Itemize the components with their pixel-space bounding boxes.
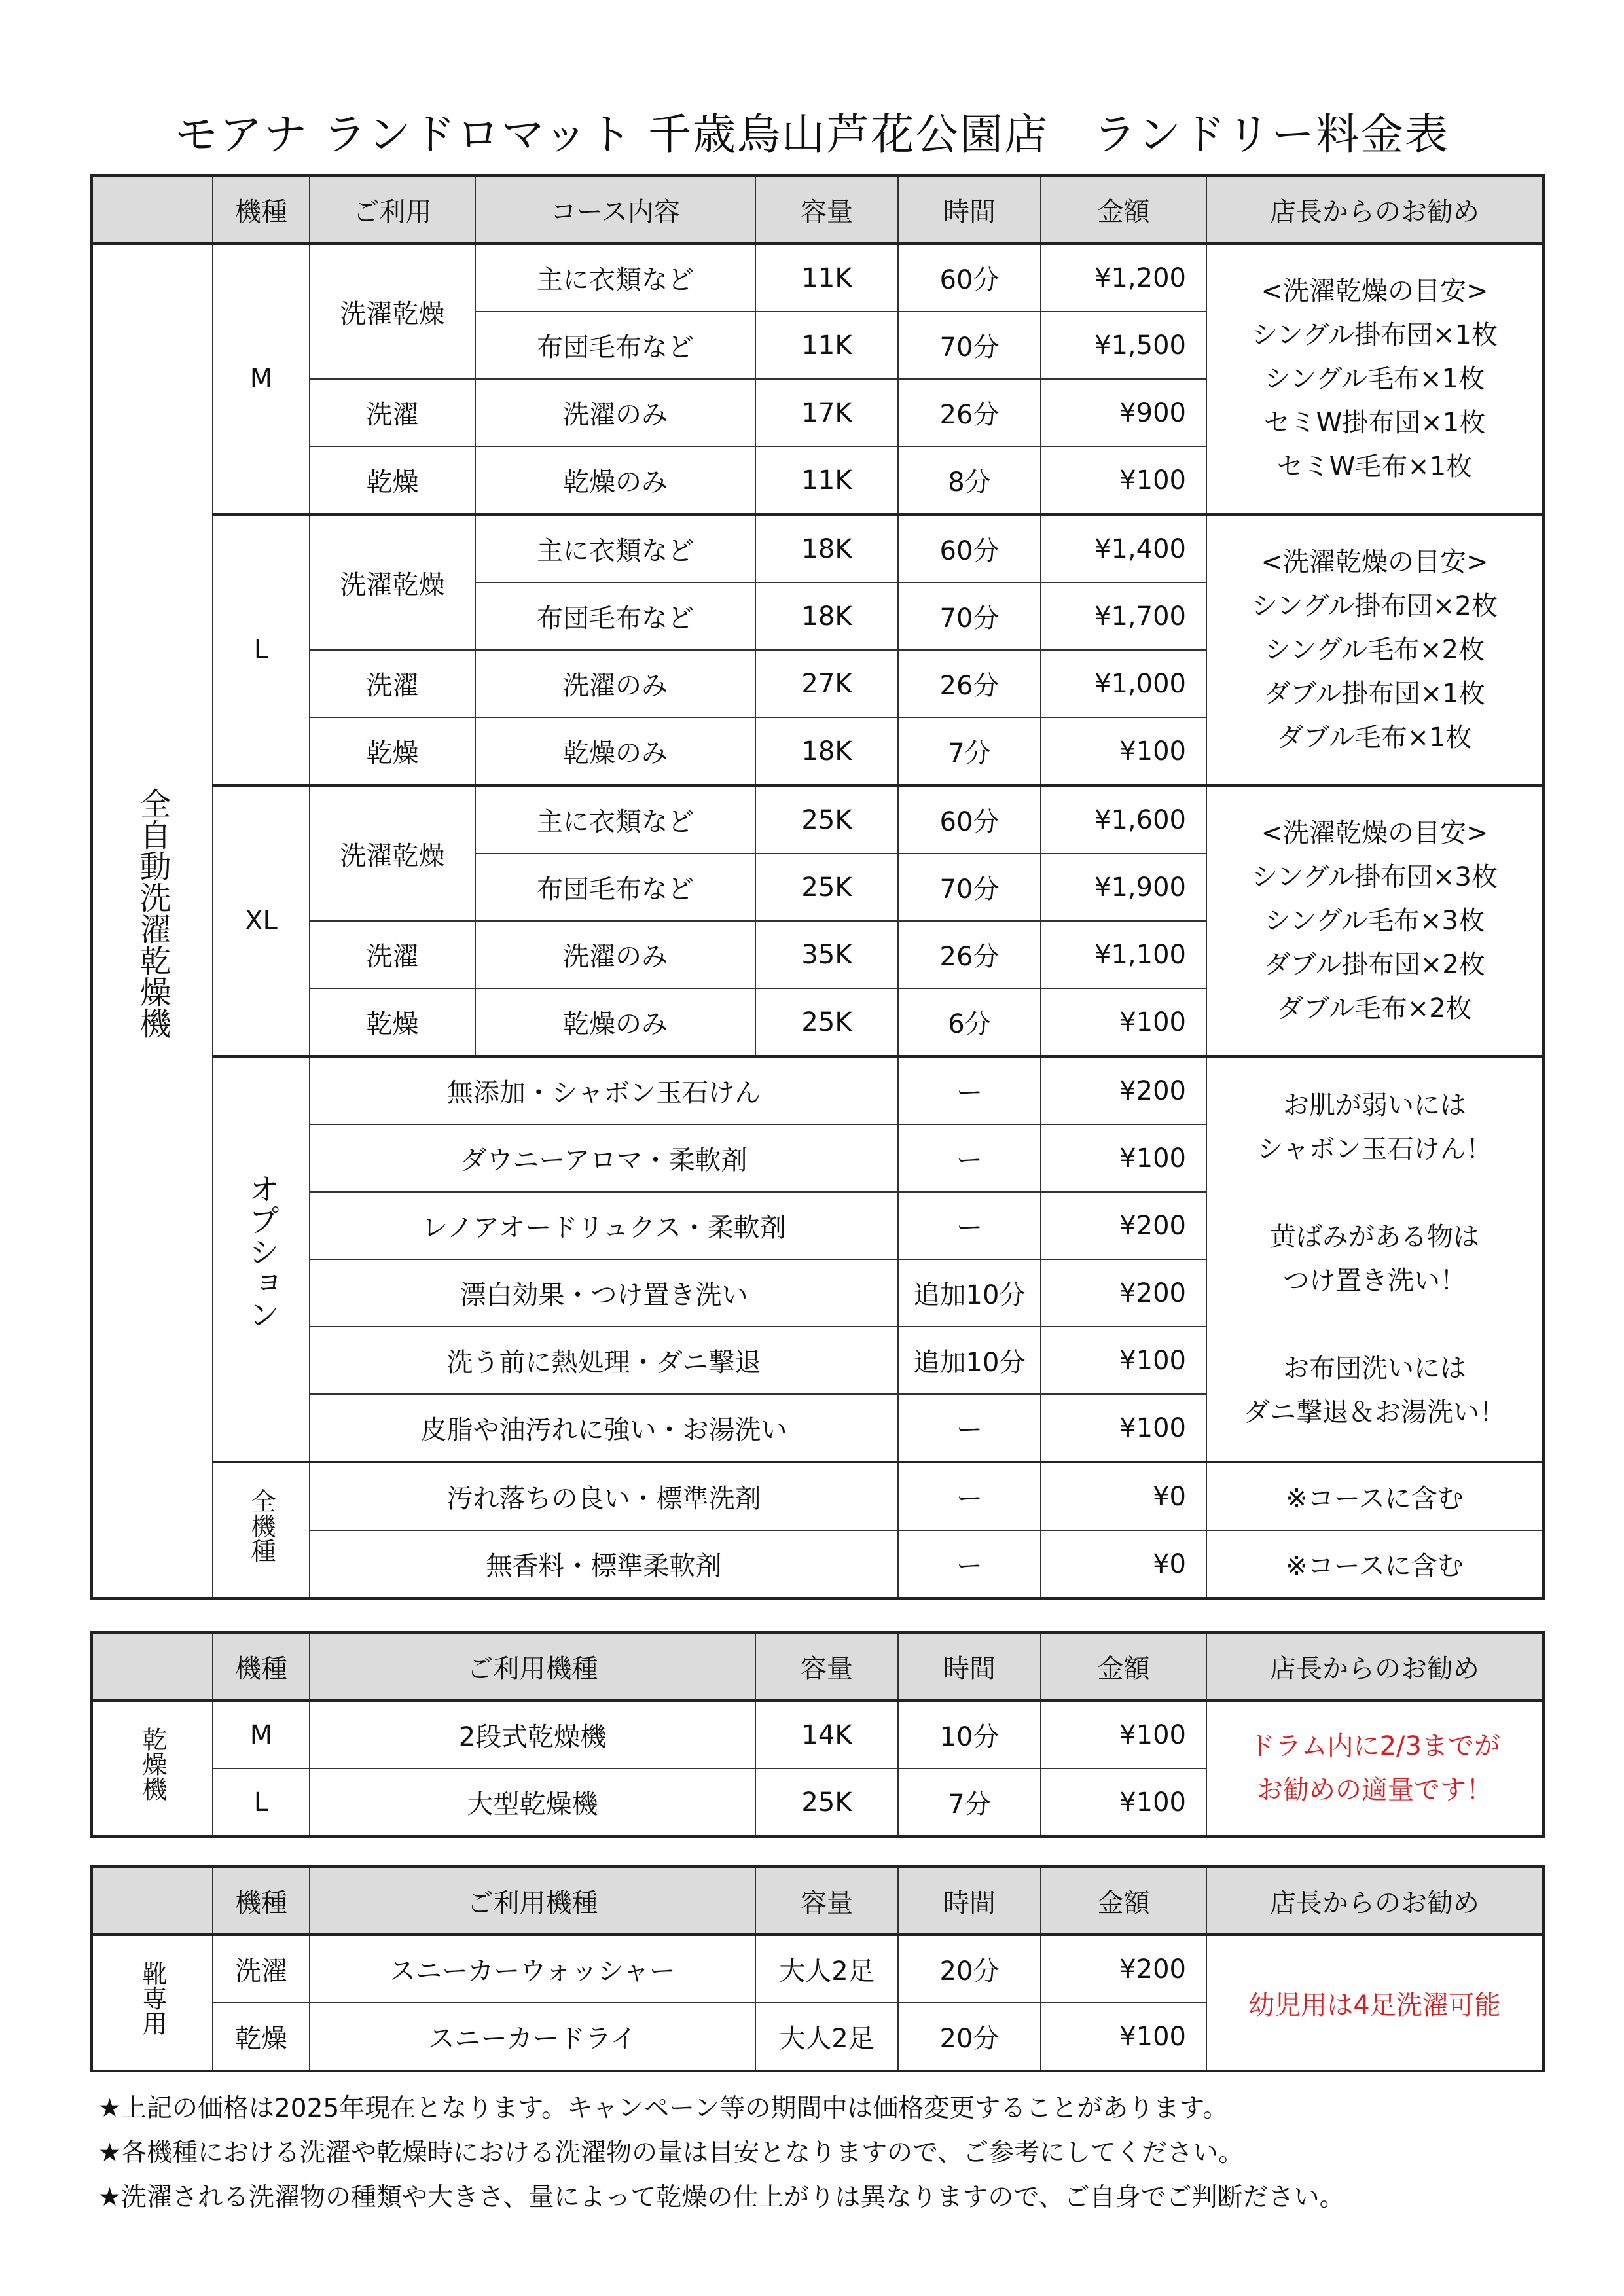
course-cell: 主に衣類など bbox=[475, 514, 755, 583]
course-cell: 布団毛布など bbox=[475, 583, 755, 650]
price-cell: ¥100 bbox=[1041, 1394, 1206, 1462]
recommend-line: ダブル毛布×2枚 bbox=[1277, 993, 1472, 1024]
recommend-line: 黄ばみがある物は bbox=[1270, 1222, 1479, 1252]
section-label bbox=[92, 1935, 213, 2071]
model-cell: L bbox=[213, 1768, 310, 1837]
course-cell: 洗濯のみ bbox=[475, 921, 755, 988]
time-cell: 70分 bbox=[898, 312, 1041, 379]
use-cell: 洗濯乾燥 bbox=[310, 514, 475, 650]
course-cell: 洗濯のみ bbox=[475, 650, 755, 717]
option-name-cell: レノアオードリュクス・柔軟剤 bbox=[310, 1192, 898, 1259]
time-cell: 10分 bbox=[898, 1700, 1041, 1768]
capacity-cell: 11K bbox=[755, 312, 898, 379]
capacity-cell: 25K bbox=[755, 853, 898, 921]
column-header: 金額 bbox=[1041, 175, 1206, 243]
table-row bbox=[92, 1530, 1543, 1598]
column-header: ご利用機種 bbox=[310, 1867, 755, 1935]
column-header: 時間 bbox=[898, 175, 1041, 243]
price-cell: ¥1,600 bbox=[1041, 785, 1206, 853]
time-cell: 26分 bbox=[898, 921, 1041, 988]
option-name-cell: ダウニーアロマ・柔軟剤 bbox=[310, 1124, 898, 1192]
dryer-price-table bbox=[90, 1631, 1545, 1838]
recommend-line: お肌が弱いには bbox=[1283, 1090, 1466, 1121]
capacity-cell: 14K bbox=[755, 1700, 898, 1768]
model-cell: XL bbox=[213, 785, 310, 1056]
column-header bbox=[92, 1867, 213, 1935]
option-name-cell: 無添加・シャボン玉石けん bbox=[310, 1056, 898, 1124]
model-cell: L bbox=[213, 514, 310, 785]
option-name-cell: 皮脂や油汚れに強い・お湯洗い bbox=[310, 1394, 898, 1462]
capacity-cell: 18K bbox=[755, 583, 898, 650]
capacity-cell: 18K bbox=[755, 514, 898, 583]
column-header: コース内容 bbox=[475, 175, 755, 243]
column-header bbox=[92, 175, 213, 243]
recommend-line: ドラム内に2/3までが bbox=[1249, 1731, 1500, 1761]
header-row bbox=[92, 175, 1543, 243]
column-header bbox=[92, 1632, 213, 1700]
option-name-cell: 洗う前に熱処理・ダニ撃退 bbox=[310, 1327, 898, 1394]
time-cell: 20分 bbox=[898, 2003, 1041, 2071]
recommend-cell bbox=[1206, 1700, 1543, 1837]
column-header: 店長からのお勧め bbox=[1206, 175, 1543, 243]
time-cell: 7分 bbox=[898, 1768, 1041, 1837]
time-cell: ー bbox=[898, 1462, 1041, 1530]
footnote: ★各機種における洗濯や乾燥時における洗濯物の量は目安となりますので、ご参考にしてください。 bbox=[98, 2138, 1244, 2168]
footnotes bbox=[98, 2087, 1345, 2220]
header-row bbox=[92, 1867, 1543, 1935]
recommend-line: シングル掛布団×2枚 bbox=[1252, 590, 1498, 621]
price-cell: ¥1,400 bbox=[1041, 514, 1206, 583]
recommend-line: シングル毛布×3枚 bbox=[1265, 905, 1485, 936]
recommend-line: シャボン玉石けん！ bbox=[1257, 1134, 1492, 1164]
time-cell: 70分 bbox=[898, 583, 1041, 650]
machine-cell: スニーカードライ bbox=[310, 2003, 755, 2071]
use-cell: 洗濯 bbox=[310, 921, 475, 988]
machine-cell: 大型乾燥機 bbox=[310, 1768, 755, 1837]
price-cell: ¥100 bbox=[1041, 717, 1206, 785]
recommend-cell: 幼児用は4足洗濯可能 bbox=[1206, 1935, 1543, 2071]
price-cell: ¥100 bbox=[1041, 446, 1206, 514]
recommend-line: シングル掛布団×1枚 bbox=[1252, 319, 1498, 350]
table-row bbox=[92, 514, 1543, 583]
recommend-line: ダブル掛布団×1枚 bbox=[1264, 678, 1485, 709]
column-header: 機種 bbox=[213, 1867, 310, 1935]
recommend-cell: ※コースに含む bbox=[1206, 1462, 1543, 1530]
column-header: 容量 bbox=[755, 1632, 898, 1700]
all-models-label bbox=[213, 1462, 310, 1598]
price-cell: ¥200 bbox=[1041, 1259, 1206, 1327]
use-cell: 洗濯 bbox=[310, 650, 475, 717]
time-cell: 20分 bbox=[898, 1935, 1041, 2003]
footnote: ★上記の価格は2025年現在となります。キャンペーン等の期間中は価格変更することがあります。 bbox=[98, 2094, 1229, 2123]
model-cell: M bbox=[213, 1700, 310, 1768]
price-cell: ¥1,500 bbox=[1041, 312, 1206, 379]
course-cell: 乾燥のみ bbox=[475, 988, 755, 1056]
price-cell: ¥0 bbox=[1041, 1462, 1206, 1530]
recommend-cell bbox=[1206, 785, 1543, 1056]
recommend-line bbox=[1207, 1303, 1542, 1347]
course-cell: 洗濯のみ bbox=[475, 379, 755, 446]
price-cell: ¥100 bbox=[1041, 2003, 1206, 2071]
recommend-line: ダブル掛布団×2枚 bbox=[1264, 949, 1485, 980]
use-cell: 洗濯乾燥 bbox=[310, 243, 475, 379]
machine-cell: 2段式乾燥機 bbox=[310, 1700, 755, 1768]
price-cell: ¥100 bbox=[1041, 1327, 1206, 1394]
recommend-line: お勧めの適量です！ bbox=[1257, 1775, 1492, 1805]
time-cell: 8分 bbox=[898, 446, 1041, 514]
option-name-cell: 無香料・標準柔軟剤 bbox=[310, 1530, 898, 1598]
model-cell: M bbox=[213, 243, 310, 514]
course-cell: 乾燥のみ bbox=[475, 446, 755, 514]
section-label bbox=[92, 1700, 213, 1837]
column-header: ご利用 bbox=[310, 175, 475, 243]
option-label bbox=[213, 1056, 310, 1462]
capacity-cell: 35K bbox=[755, 921, 898, 988]
course-cell: 乾燥のみ bbox=[475, 717, 755, 785]
capacity-cell: 大人2足 bbox=[755, 1935, 898, 2003]
time-cell: ー bbox=[898, 1394, 1041, 1462]
recommend-cell bbox=[1206, 243, 1543, 514]
column-header: 機種 bbox=[213, 175, 310, 243]
section-label-text: 全自動洗濯乾燥機 bbox=[134, 787, 171, 1039]
section-label bbox=[92, 243, 213, 1598]
table-row bbox=[92, 1056, 1543, 1124]
price-cell: ¥100 bbox=[1041, 1768, 1206, 1837]
recommend-line: ダニ撃退＆お湯洗い！ bbox=[1244, 1397, 1506, 1427]
course-cell: 主に衣類など bbox=[475, 785, 755, 853]
recommend-line: セミW毛布×1枚 bbox=[1276, 451, 1473, 482]
capacity-cell: 25K bbox=[755, 988, 898, 1056]
table-row bbox=[92, 1462, 1543, 1530]
price-cell: ¥1,700 bbox=[1041, 583, 1206, 650]
time-cell: ー bbox=[898, 1530, 1041, 1598]
time-cell: 7分 bbox=[898, 717, 1041, 785]
table-row bbox=[92, 1700, 1543, 1768]
time-cell: 追加10分 bbox=[898, 1327, 1041, 1394]
column-header: 機種 bbox=[213, 1632, 310, 1700]
price-cell: ¥200 bbox=[1041, 1056, 1206, 1124]
recommend-line: <洗濯乾燥の目安> bbox=[1261, 817, 1489, 848]
price-cell: ¥100 bbox=[1041, 1124, 1206, 1192]
recommend-line: <洗濯乾燥の目安> bbox=[1261, 547, 1489, 577]
price-cell: ¥1,100 bbox=[1041, 921, 1206, 988]
time-cell: 26分 bbox=[898, 379, 1041, 446]
price-cell: ¥100 bbox=[1041, 988, 1206, 1056]
option-name-cell: 汚れ落ちの良い・標準洗剤 bbox=[310, 1462, 898, 1530]
time-cell: 60分 bbox=[898, 243, 1041, 312]
use-cell: 乾燥 bbox=[310, 988, 475, 1056]
capacity-cell: 25K bbox=[755, 785, 898, 853]
time-cell: 追加10分 bbox=[898, 1259, 1041, 1327]
recommend-cell bbox=[1206, 1056, 1543, 1462]
time-cell: 70分 bbox=[898, 853, 1041, 921]
use-cell: 乾燥 bbox=[310, 717, 475, 785]
recommend-line: シングル掛布団×3枚 bbox=[1252, 861, 1498, 892]
page-title: モアナ ランドロマット 千歳烏山芦花公園店 ランドリー料金表 bbox=[174, 109, 1450, 160]
header-row bbox=[92, 1632, 1543, 1700]
recommend-line bbox=[1207, 1172, 1542, 1215]
column-header: 時間 bbox=[898, 1867, 1041, 1935]
section-label-text: 靴専用 bbox=[138, 1960, 167, 2036]
capacity-cell: 大人2足 bbox=[755, 2003, 898, 2071]
section-label-text: オプション bbox=[243, 1172, 280, 1330]
use-cell: 乾燥 bbox=[310, 446, 475, 514]
price-cell: ¥200 bbox=[1041, 1192, 1206, 1259]
model-cell: 洗濯 bbox=[213, 1935, 310, 2003]
column-header: 容量 bbox=[755, 1867, 898, 1935]
capacity-cell: 17K bbox=[755, 379, 898, 446]
price-cell: ¥1,900 bbox=[1041, 853, 1206, 921]
time-cell: 26分 bbox=[898, 650, 1041, 717]
recommend-cell bbox=[1206, 514, 1543, 785]
use-cell: 洗濯乾燥 bbox=[310, 785, 475, 921]
column-header: 金額 bbox=[1041, 1632, 1206, 1700]
table-row bbox=[92, 243, 1543, 312]
price-cell: ¥0 bbox=[1041, 1530, 1206, 1598]
capacity-cell: 11K bbox=[755, 446, 898, 514]
recommend-cell: ※コースに含む bbox=[1206, 1530, 1543, 1598]
model-cell: 乾燥 bbox=[213, 2003, 310, 2071]
recommend-line: ダブル毛布×1枚 bbox=[1277, 722, 1472, 753]
section-label-text: 全機種 bbox=[247, 1488, 276, 1563]
capacity-cell: 27K bbox=[755, 650, 898, 717]
price-cell: ¥100 bbox=[1041, 1700, 1206, 1768]
time-cell: 6分 bbox=[898, 988, 1041, 1056]
machine-cell: スニーカーウォッシャー bbox=[310, 1935, 755, 2003]
washer-dryer-price-table bbox=[90, 174, 1545, 1600]
capacity-cell: 25K bbox=[755, 1768, 898, 1837]
table-row bbox=[92, 1935, 1543, 2003]
table-row bbox=[92, 785, 1543, 853]
capacity-cell: 18K bbox=[755, 717, 898, 785]
column-header: 店長からのお勧め bbox=[1206, 1867, 1543, 1935]
recommend-line: セミW掛布団×1枚 bbox=[1263, 407, 1486, 438]
price-cell: ¥1,000 bbox=[1041, 650, 1206, 717]
time-cell: ー bbox=[898, 1192, 1041, 1259]
column-header: 店長からのお勧め bbox=[1206, 1632, 1543, 1700]
recommend-line: お布団洗いには bbox=[1283, 1354, 1466, 1384]
footnote: ★洗濯される洗濯物の種類や大きさ、量によって乾燥の仕上がりは異なりますので、ご自身でご判断ださい。 bbox=[98, 2183, 1345, 2212]
recommend-line: シングル毛布×1枚 bbox=[1265, 363, 1485, 394]
course-cell: 布団毛布など bbox=[475, 312, 755, 379]
recommend-line: シングル毛布×2枚 bbox=[1265, 634, 1485, 665]
section-label-text: 乾燥機 bbox=[138, 1726, 167, 1801]
capacity-cell: 11K bbox=[755, 243, 898, 312]
column-header: 容量 bbox=[755, 175, 898, 243]
price-cell: ¥1,200 bbox=[1041, 243, 1206, 312]
course-cell: 主に衣類など bbox=[475, 243, 755, 312]
recommend-line: <洗濯乾燥の目安> bbox=[1261, 276, 1489, 306]
time-cell: ー bbox=[898, 1056, 1041, 1124]
column-header: 時間 bbox=[898, 1632, 1041, 1700]
course-cell: 布団毛布など bbox=[475, 853, 755, 921]
time-cell: 60分 bbox=[898, 785, 1041, 853]
time-cell: 60分 bbox=[898, 514, 1041, 583]
recommend-line: つけ置き洗い！ bbox=[1283, 1266, 1466, 1296]
price-cell: ¥200 bbox=[1041, 1935, 1206, 2003]
price-cell: ¥900 bbox=[1041, 379, 1206, 446]
column-header: 金額 bbox=[1041, 1867, 1206, 1935]
use-cell: 洗濯 bbox=[310, 379, 475, 446]
column-header: ご利用機種 bbox=[310, 1632, 755, 1700]
shoe-washer-price-table bbox=[90, 1865, 1545, 2072]
time-cell: ー bbox=[898, 1124, 1041, 1192]
option-name-cell: 漂白効果・つけ置き洗い bbox=[310, 1259, 898, 1327]
